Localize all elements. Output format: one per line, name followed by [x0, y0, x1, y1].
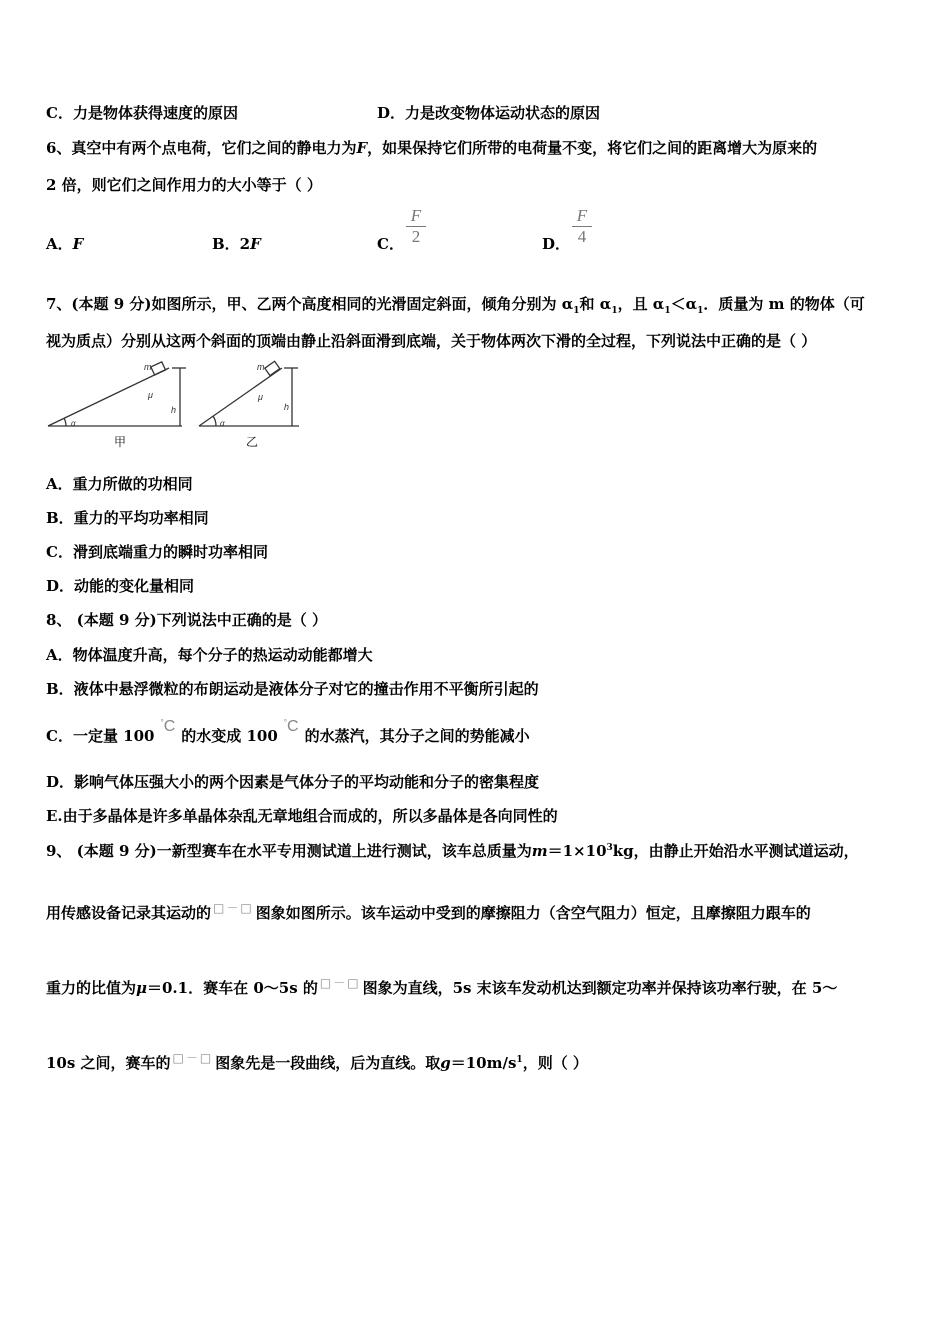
q6-stem-line1: 6、真空中有两个点电荷，它们之间的静电力为F，如果保持它们所带的电荷量不变，将它们之间的距离增大为原来的: [46, 139, 818, 157]
q6-option-c-fraction: F 2: [406, 207, 426, 246]
q8-option-b: B．液体中悬浮微粒的布朗运动是液体分子对它的撞击作用不平衡所引起的: [46, 680, 539, 698]
yi-mass-label: m: [257, 362, 265, 372]
q7-option-d: D．动能的变化量相同: [46, 577, 195, 595]
q6-option-d-label: D．: [542, 235, 571, 253]
q8-option-c: C．一定量 100°C的水变成 100°C的水蒸汽，其分子之间的势能减小: [46, 718, 530, 745]
q8-option-d: D．影响气体压强大小的两个因素是气体分子的平均动能和分子的密集程度: [46, 773, 540, 791]
q6-option-c-label: C．: [377, 235, 404, 253]
jia-mu-label: μ: [148, 390, 153, 400]
q8-option-a: A．物体温度升高，每个分子的热运动动能都增大: [46, 646, 373, 664]
q7-incline-figure: [44, 358, 304, 454]
q5-option-d: D．力是改变物体运动状态的原因: [377, 104, 601, 122]
q7-stem-line2: 视为质点）分别从这两个斜面的顶端由静止沿斜面滑到底端，关于物体两次下滑的全过程，下列说法中正确的是（ ）: [46, 332, 817, 350]
q6-stem-line2: 2 倍，则它们之间作用力的大小等于（ ）: [46, 176, 322, 194]
yi-caption: 乙: [246, 435, 259, 449]
jia-caption: 甲: [114, 435, 127, 449]
jia-alpha-label: α: [71, 419, 76, 428]
q9-stem-line4: 10s 之间，赛车的 □－□ 图象先是一段曲线，后为直线。取$g=10m/s^1$，则（ ）: [46, 1051, 588, 1072]
jia-mass-label: m: [144, 362, 152, 372]
q9-stem-line3: 重力的比值为μ＝0.1．赛车在 0～5s 的 □－□ 图象为直线，5s 末该车发动机达到额定功率并保持该功率行驶，在 5～: [46, 976, 838, 997]
yi-h-label: h: [284, 402, 290, 412]
q7-stem-line1: 7、(本题 9 分)如图所示，甲、乙两个高度相同的光滑固定斜面，倾角分别为 $\alpha_1$和 $\alpha_1$，且 $\alpha_1<\alpha_1$．质量为 m 的物体（可: [46, 295, 865, 316]
q8-stem: 8、 (本题 9 分)下列说法中正确的是（ ）: [46, 611, 327, 629]
q9-stem-line1: 9、 (本题 9 分)一新型赛车在水平专用测试道上进行测试，该车总质量为$m=1\times 10^3kg$，由静止开始沿水平测试道运动，: [46, 842, 859, 860]
q7-option-b: B．重力的平均功率相同: [46, 509, 209, 527]
yi-mu-label: μ: [258, 392, 263, 402]
q6-option-a: A．F: [46, 235, 84, 253]
jia-h-label: h: [171, 405, 177, 415]
q5-option-c: C．力是物体获得速度的原因: [46, 104, 238, 122]
q7-option-a: A．重力所做的功相同: [46, 475, 193, 493]
q9-stem-line2: 用传感设备记录其运动的 □－□ 图象如图所示。该车运动中受到的摩擦阻力（含空气阻力）恒定，且摩擦阻力跟车的: [46, 901, 811, 922]
q8-option-e: E.由于多晶体是许多单晶体杂乱无章地组合而成的，所以多晶体是各向同性的: [46, 807, 558, 825]
incline-yi: [199, 361, 299, 426]
yi-alpha-label: α: [220, 419, 225, 428]
q6-option-d-fraction: F 4: [572, 207, 592, 246]
incline-jia: [48, 362, 186, 426]
q6-option-b: B．2F: [212, 235, 261, 253]
q7-option-c: C．滑到底端重力的瞬时功率相同: [46, 543, 268, 561]
